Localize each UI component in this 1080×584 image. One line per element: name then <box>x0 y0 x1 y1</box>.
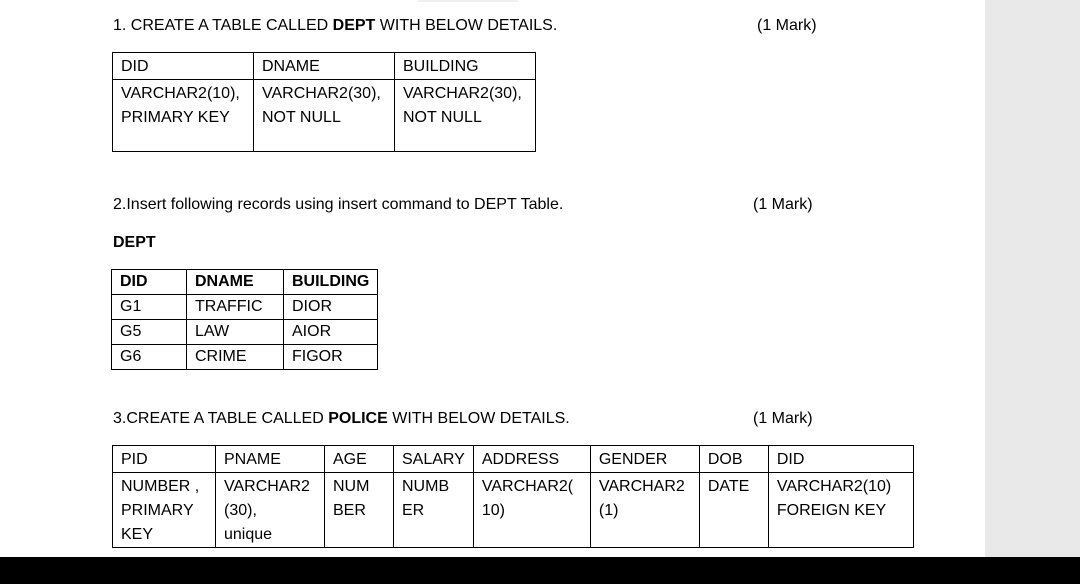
header-cell: PID <box>113 446 216 473</box>
table-row <box>112 295 378 320</box>
question-3-marks: (1 Mark) <box>753 410 813 427</box>
spec-cell: DATE <box>699 473 768 548</box>
table-header-row <box>113 446 914 473</box>
spec-cell: NUMBER , PRIMARY KEY <box>113 473 216 548</box>
dept-records-table <box>111 269 378 370</box>
spec-cell: VARCHAR2( 10) <box>473 473 590 548</box>
spec-cell: VARCHAR2(30), NOT NULL <box>254 80 395 152</box>
table-row <box>112 320 378 345</box>
viewer-side-margin <box>985 0 1080 557</box>
table-cell: AIOR <box>284 320 378 345</box>
table-cell: FIGOR <box>284 345 378 370</box>
dept-table-title: DEPT <box>113 234 156 251</box>
table-cell: DIOR <box>284 295 378 320</box>
spec-cell: VARCHAR2(30), NOT NULL <box>395 80 536 152</box>
table-header-row <box>112 270 378 295</box>
header-cell: BUILDING <box>284 270 378 295</box>
question-3-suffix: WITH BELOW DETAILS. <box>387 410 570 427</box>
spec-cell: VARCHAR2 (1) <box>590 473 699 548</box>
question-3-table-name: POLICE <box>328 410 388 427</box>
table-row <box>113 80 536 152</box>
spec-cell: VARCHAR2(10), PRIMARY KEY <box>113 80 254 152</box>
spec-cell: VARCHAR2(10) FOREIGN KEY <box>768 473 913 548</box>
spec-cell: VARCHAR2 (30), unique <box>216 473 325 548</box>
spec-cell: NUM BER <box>325 473 394 548</box>
table-cell: LAW <box>187 320 284 345</box>
header-cell: AGE <box>325 446 394 473</box>
question-3-prefix: 3.CREATE A TABLE CALLED <box>113 410 329 427</box>
question-1-text <box>113 16 557 36</box>
question-1-marks: (1 Mark) <box>757 17 817 34</box>
table-row <box>112 345 378 370</box>
header-cell: DID <box>113 53 254 80</box>
header-cell: DNAME <box>254 53 395 80</box>
table-cell: G6 <box>112 345 187 370</box>
header-cell: DID <box>112 270 187 295</box>
question-1-prefix: 1. CREATE A TABLE CALLED <box>113 17 333 34</box>
table-cell: CRIME <box>187 345 284 370</box>
table-cell: G1 <box>112 295 187 320</box>
table-row <box>113 473 914 548</box>
spec-cell: NUMB ER <box>394 473 474 548</box>
question-1-table-name: DEPT <box>332 17 376 34</box>
header-cell: DID <box>768 446 913 473</box>
header-cell: DOB <box>699 446 768 473</box>
dept-spec-table <box>112 52 536 152</box>
viewer-bottom-bar <box>0 557 1080 584</box>
table-cell: G5 <box>112 320 187 345</box>
question-3-text <box>113 409 570 429</box>
header-cell: PNAME <box>216 446 325 473</box>
header-cell: GENDER <box>590 446 699 473</box>
question-2-text: 2.Insert following records using insert command to DEPT Table. <box>113 196 564 213</box>
question-2-marks: (1 Mark) <box>753 196 813 213</box>
police-spec-table <box>112 445 914 548</box>
header-cell: BUILDING <box>395 53 536 80</box>
header-cell: SALARY <box>394 446 474 473</box>
table-header-row <box>113 53 536 80</box>
question-1-suffix: WITH BELOW DETAILS. <box>375 17 558 34</box>
header-cell: ADDRESS <box>473 446 590 473</box>
page-top-mark <box>418 0 518 2</box>
table-cell: TRAFFIC <box>187 295 284 320</box>
header-cell: DNAME <box>187 270 284 295</box>
